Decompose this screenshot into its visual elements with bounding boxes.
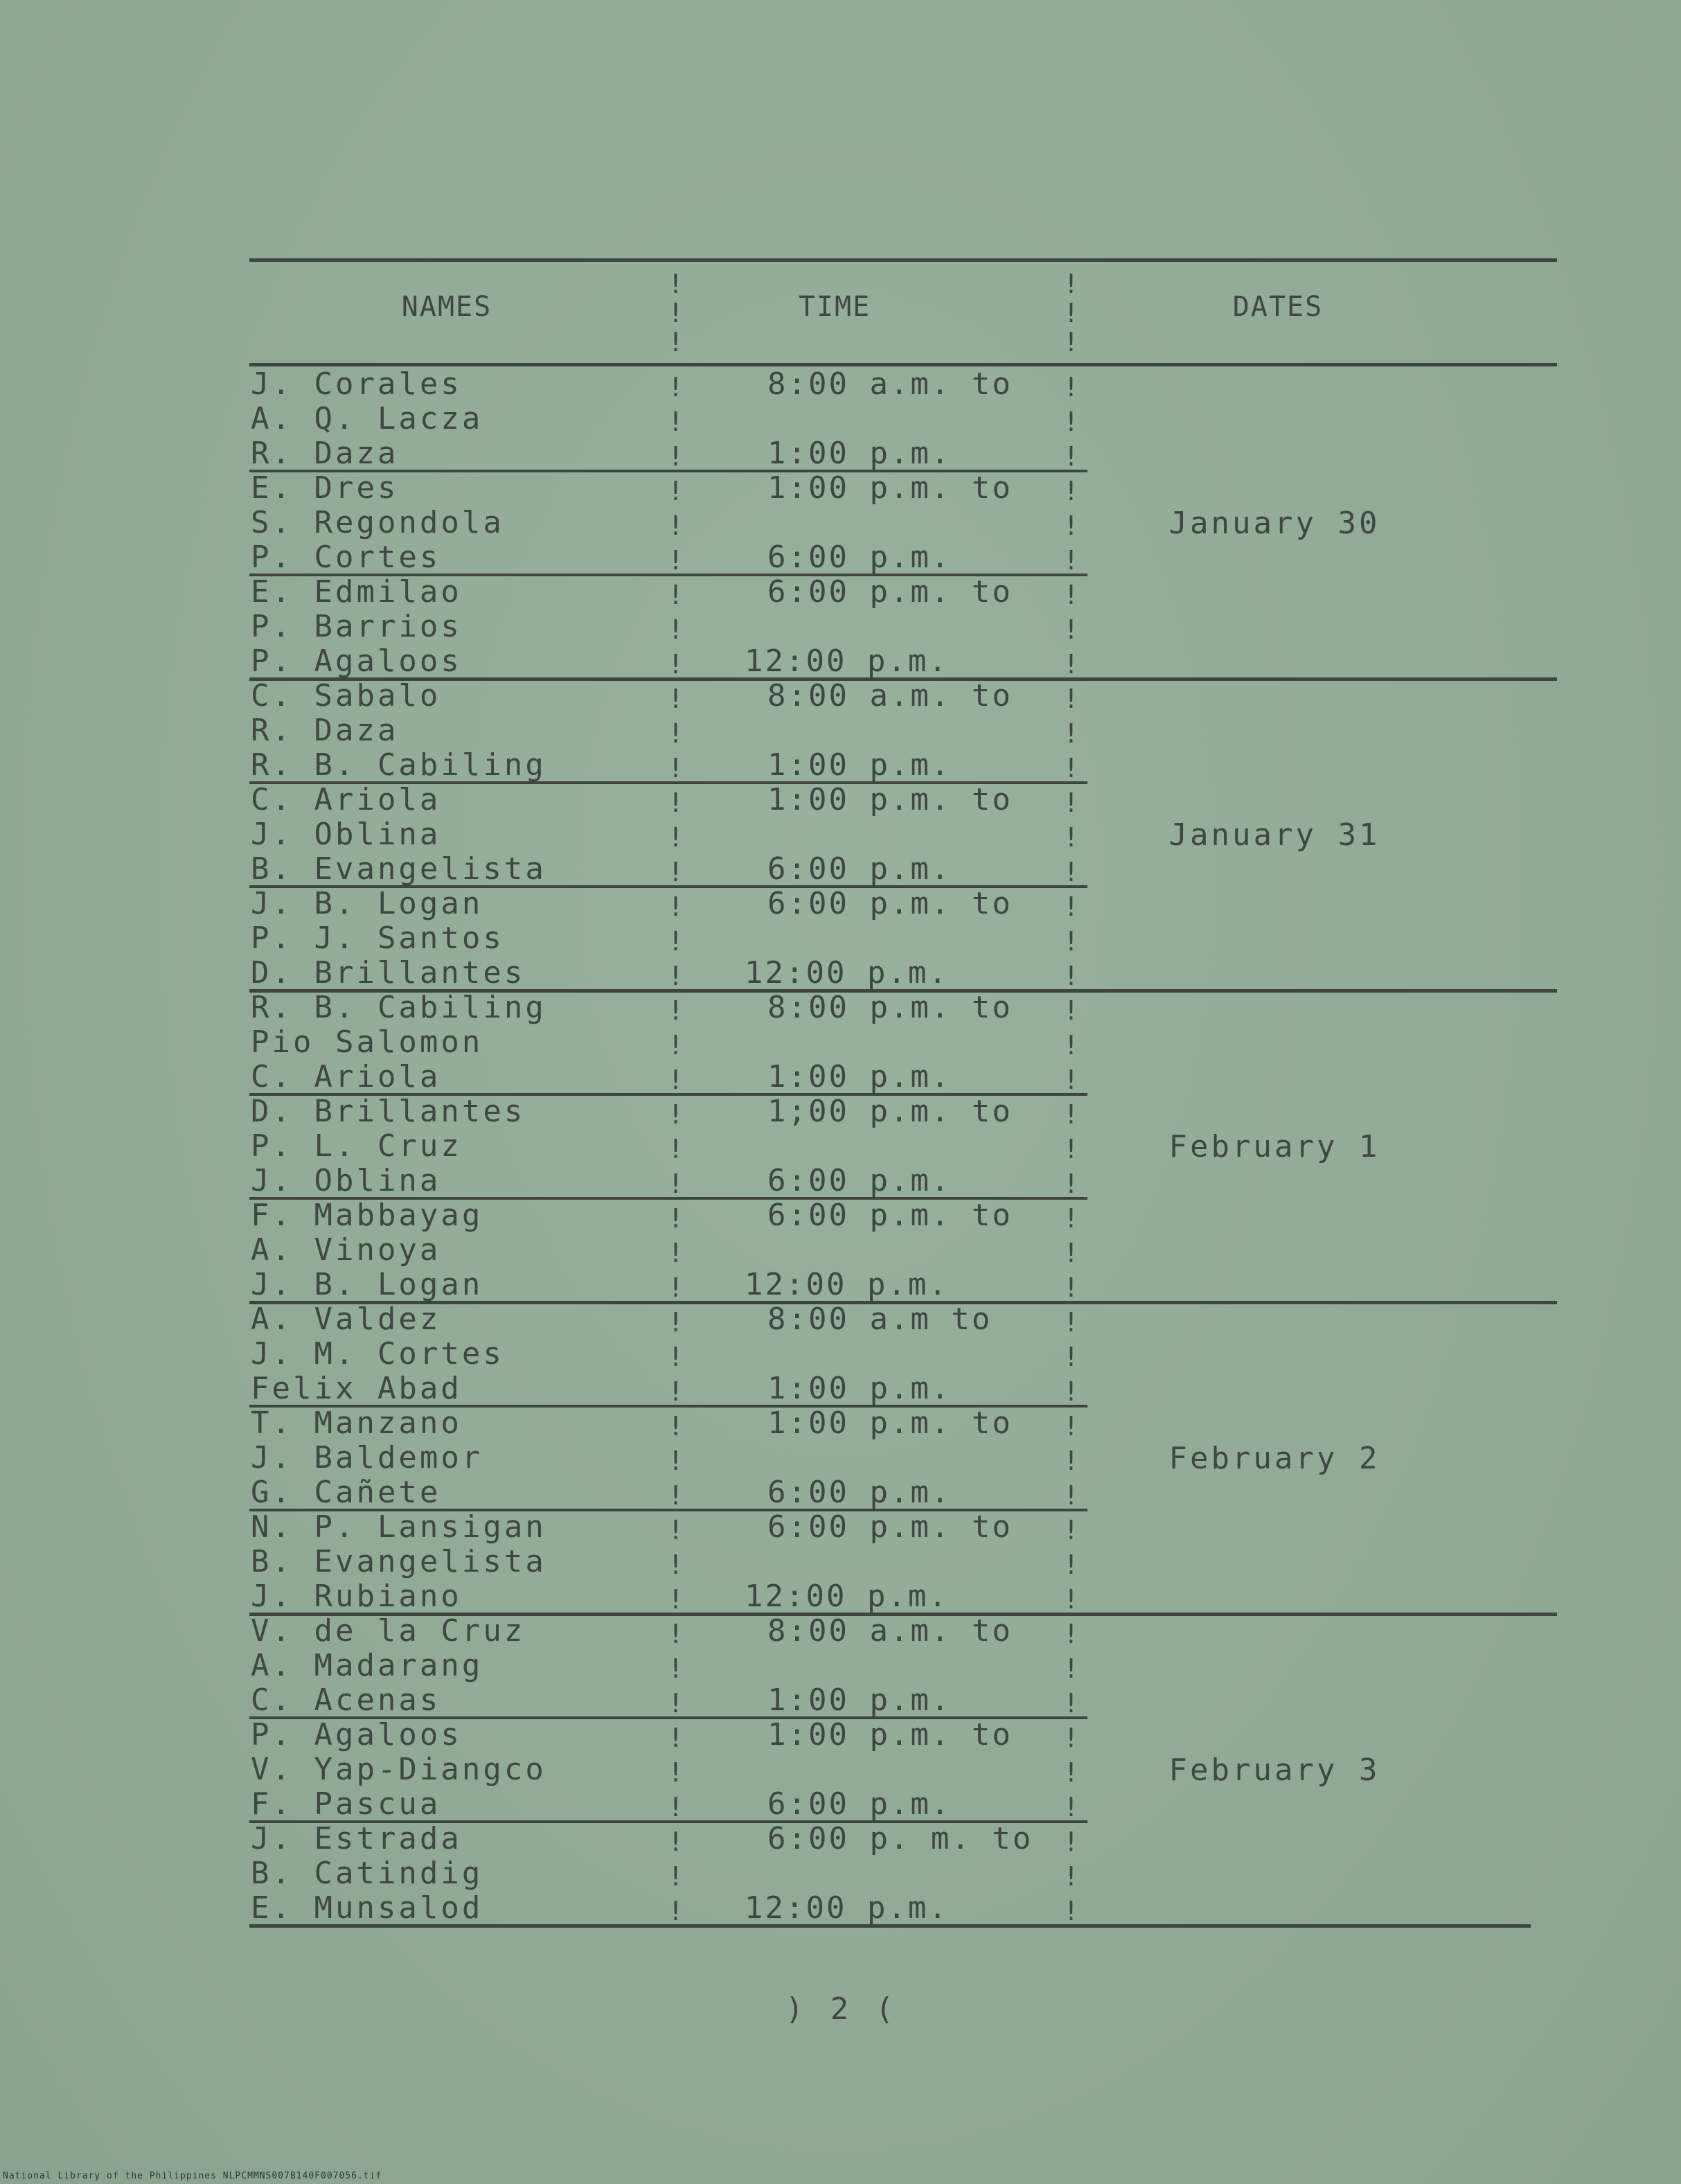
- column-separator: !: [1063, 441, 1079, 472]
- column-separator: !: [1063, 891, 1079, 922]
- shift-start-time: 1:00 p.m. to: [767, 470, 1013, 506]
- column-separator: !: [1063, 1584, 1079, 1615]
- name-entry: C. Acenas: [251, 1683, 441, 1718]
- name-entry: P. L. Cruz: [251, 1128, 462, 1164]
- column-separator: !: [1063, 857, 1079, 887]
- column-separator: !: [1063, 1307, 1079, 1338]
- name-entry: E. Dres: [251, 470, 399, 506]
- column-separator: !: [668, 1792, 684, 1822]
- column-separator: !: [668, 1342, 684, 1372]
- name-entry: R. Daza: [251, 713, 399, 748]
- column-separator: !: [668, 1411, 684, 1441]
- header-dates: DATES: [1232, 291, 1324, 323]
- name-entry: D. Brillantes: [251, 1094, 526, 1129]
- column-separator: !: [668, 1723, 684, 1753]
- column-separator: !: [668, 580, 684, 610]
- name-entry: N. P. Lansigan: [251, 1509, 546, 1545]
- column-separator: !: [1063, 1169, 1079, 1199]
- group-divider: [249, 1924, 1531, 1928]
- name-entry: T. Manzano: [251, 1405, 462, 1441]
- name-entry: J. Corales: [251, 366, 462, 402]
- name-entry: P. J. Santos: [251, 921, 504, 956]
- column-separator: !: [668, 1065, 684, 1095]
- column-separator: !: [1063, 718, 1079, 749]
- shift-start-time: 1:00 p.m. to: [767, 1717, 1013, 1752]
- column-separator: !: [1063, 1688, 1079, 1719]
- column-separator: !: [668, 614, 684, 645]
- column-separator: !: [668, 1134, 684, 1164]
- shift-end-time: 6:00 p.m.: [767, 1786, 952, 1822]
- column-separator: !: [668, 441, 684, 472]
- name-entry: R. B. Cabiling: [251, 747, 546, 783]
- column-separator: !: [1063, 1653, 1079, 1684]
- column-separator: !: [668, 269, 684, 299]
- column-separator: !: [1063, 684, 1079, 714]
- column-separator: !: [668, 718, 684, 749]
- name-entry: C. Sabalo: [251, 678, 441, 713]
- column-separator: !: [668, 511, 684, 541]
- column-separator: !: [668, 1515, 684, 1545]
- column-separator: !: [1063, 327, 1079, 357]
- shift-end-time: 12:00 p.m.: [745, 1267, 949, 1302]
- name-entry: B. Catindig: [251, 1856, 483, 1891]
- column-separator: !: [1063, 822, 1079, 853]
- shift-start-time: 6:00 p.m. to: [767, 1509, 1013, 1545]
- name-entry: C. Ariola: [251, 1059, 441, 1094]
- column-separator: !: [1063, 1411, 1079, 1441]
- column-separator: !: [668, 684, 684, 714]
- column-separator: !: [668, 1307, 684, 1338]
- name-entry: J. Estrada: [251, 1821, 462, 1856]
- shift-start-time: 8:00 a.m. to: [767, 366, 1013, 402]
- column-separator: !: [1063, 545, 1079, 576]
- name-entry: F. Pascua: [251, 1786, 441, 1822]
- shift-start-time: 6:00 p. m. to: [767, 1821, 1033, 1856]
- shift-start-time: 8:00 a.m. to: [767, 678, 1013, 713]
- column-separator: !: [1063, 1515, 1079, 1545]
- date-label: February 3: [1168, 1752, 1380, 1788]
- name-entry: C. Ariola: [251, 782, 441, 817]
- table-top-rule: [249, 258, 1557, 262]
- shift-end-time: 6:00 p.m.: [767, 851, 952, 887]
- name-entry: A. Q. Lacza: [251, 401, 483, 436]
- column-separator: !: [1063, 1446, 1079, 1476]
- column-separator: !: [1063, 476, 1079, 506]
- name-entry: R. B. Cabiling: [251, 990, 546, 1025]
- shift-start-time: 8:00 a.m. to: [767, 1613, 1013, 1649]
- name-entry: A. Madarang: [251, 1648, 483, 1683]
- column-separator: !: [1063, 1099, 1079, 1130]
- column-separator: !: [668, 1619, 684, 1649]
- name-entry: P. Agaloos: [251, 1717, 462, 1752]
- column-separator: !: [668, 1584, 684, 1615]
- name-entry: J. Rubiano: [251, 1579, 462, 1614]
- column-separator: !: [668, 1099, 684, 1130]
- page-number: ) 2 (: [785, 1991, 898, 2027]
- column-separator: !: [668, 407, 684, 437]
- shift-start-time: 1:00 p.m. to: [767, 782, 1013, 817]
- column-separator: !: [1063, 269, 1079, 299]
- header-time: TIME: [798, 291, 871, 323]
- name-entry: P. Agaloos: [251, 643, 462, 679]
- name-entry: P. Cortes: [251, 540, 441, 575]
- shift-start-time: 1;00 p.m. to: [767, 1094, 1013, 1129]
- column-separator: !: [1063, 511, 1079, 541]
- shift-start-time: 6:00 p.m. to: [767, 1198, 1013, 1233]
- column-separator: !: [1063, 1376, 1079, 1407]
- column-separator: !: [1063, 995, 1079, 1026]
- name-entry: V. Yap-Diangco: [251, 1752, 546, 1787]
- shift-end-time: 1:00 p.m.: [767, 1059, 952, 1094]
- column-separator: !: [668, 1757, 684, 1788]
- column-separator: !: [1063, 1134, 1079, 1164]
- column-separator: !: [668, 1169, 684, 1199]
- column-separator: !: [668, 788, 684, 818]
- name-entry: B. Evangelista: [251, 851, 546, 887]
- column-separator: !: [1063, 580, 1079, 610]
- column-separator: !: [1063, 961, 1079, 991]
- column-separator: !: [1063, 649, 1079, 680]
- column-separator: !: [668, 1238, 684, 1268]
- column-separator: !: [1063, 1065, 1079, 1095]
- name-entry: Felix Abad: [251, 1371, 462, 1406]
- column-separator: !: [668, 1446, 684, 1476]
- header-names: NAMES: [401, 291, 492, 323]
- name-entry: B. Evangelista: [251, 1544, 546, 1579]
- name-entry: F. Mabbayag: [251, 1198, 483, 1233]
- date-label: January 30: [1168, 506, 1380, 541]
- column-separator: !: [1063, 1203, 1079, 1234]
- column-separator: !: [668, 1827, 684, 1857]
- column-separator: !: [668, 1688, 684, 1719]
- column-separator: !: [668, 1203, 684, 1234]
- name-entry: Pio Salomon: [251, 1024, 483, 1060]
- date-label: January 31: [1168, 817, 1380, 853]
- name-entry: J. B. Logan: [251, 886, 483, 921]
- shift-start-time: 6:00 p.m. to: [767, 574, 1013, 610]
- name-entry: J. Oblina: [251, 1163, 441, 1198]
- shift-start-time: 1:00 p.m. to: [767, 1405, 1013, 1441]
- column-separator: !: [1063, 1861, 1079, 1892]
- shift-end-time: 1:00 p.m.: [767, 747, 952, 783]
- shift-end-time: 1:00 p.m.: [767, 1683, 952, 1718]
- column-separator: !: [668, 961, 684, 991]
- column-separator: !: [668, 926, 684, 957]
- name-entry: J. M. Cortes: [251, 1336, 504, 1371]
- column-separator: !: [1063, 1757, 1079, 1788]
- shift-end-time: 6:00 p.m.: [767, 540, 952, 575]
- column-separator: !: [668, 298, 684, 328]
- name-entry: E. Edmilao: [251, 574, 462, 610]
- column-separator: !: [668, 995, 684, 1026]
- column-separator: !: [1063, 1272, 1079, 1303]
- column-separator: !: [1063, 1342, 1079, 1372]
- shift-end-time: 12:00 p.m.: [745, 955, 949, 991]
- column-separator: !: [668, 753, 684, 783]
- column-separator: !: [668, 857, 684, 887]
- column-separator: !: [1063, 1792, 1079, 1822]
- column-separator: !: [1063, 1238, 1079, 1268]
- column-separator: !: [668, 1653, 684, 1684]
- name-entry: J. Baldemor: [251, 1440, 483, 1475]
- column-separator: !: [668, 1480, 684, 1511]
- name-entry: A. Valdez: [251, 1302, 441, 1337]
- shift-end-time: 12:00 p.m.: [745, 643, 949, 679]
- shift-end-time: 12:00 p.m.: [745, 1579, 949, 1614]
- shift-start-time: 6:00 p.m. to: [767, 886, 1013, 921]
- column-separator: !: [668, 1896, 684, 1926]
- name-entry: S. Regondola: [251, 505, 504, 540]
- name-entry: J. Oblina: [251, 817, 441, 852]
- name-entry: G. Cañete: [251, 1475, 441, 1510]
- column-separator: !: [1063, 1827, 1079, 1857]
- name-entry: D. Brillantes: [251, 955, 526, 991]
- column-separator: !: [668, 545, 684, 576]
- shift-start-time: 8:00 p.m. to: [767, 990, 1013, 1025]
- date-label: February 1: [1168, 1129, 1380, 1164]
- column-separator: !: [668, 1272, 684, 1303]
- shift-end-time: 6:00 p.m.: [767, 1475, 952, 1510]
- column-separator: !: [668, 476, 684, 506]
- name-entry: P. Barrios: [251, 609, 462, 644]
- column-separator: !: [668, 649, 684, 680]
- column-separator: !: [1063, 298, 1079, 328]
- name-entry: R. Daza: [251, 436, 399, 471]
- column-separator: !: [1063, 926, 1079, 957]
- column-separator: !: [1063, 1723, 1079, 1753]
- column-separator: !: [668, 1030, 684, 1060]
- shift-end-time: 12:00 p.m.: [745, 1890, 949, 1926]
- column-separator: !: [668, 1376, 684, 1407]
- column-separator: !: [668, 327, 684, 357]
- column-separator: !: [668, 372, 684, 402]
- column-separator: !: [668, 1861, 684, 1892]
- column-separator: !: [1063, 614, 1079, 645]
- name-entry: A. Vinoya: [251, 1232, 441, 1268]
- shift-start-time: 8:00 a.m to: [767, 1302, 993, 1337]
- column-separator: !: [1063, 1550, 1079, 1580]
- shift-end-time: 1:00 p.m.: [767, 436, 952, 471]
- archive-footer: National Library of the Philippines NLPCMMNS007B140F007056.tif: [3, 2171, 382, 2181]
- column-separator: !: [1063, 1480, 1079, 1511]
- column-separator: !: [1063, 753, 1079, 783]
- shift-end-time: 1:00 p.m.: [767, 1371, 952, 1406]
- name-entry: E. Munsalod: [251, 1890, 483, 1926]
- date-label: February 2: [1168, 1441, 1380, 1476]
- column-separator: !: [1063, 372, 1079, 402]
- shift-end-time: 6:00 p.m.: [767, 1163, 952, 1198]
- name-entry: V. de la Cruz: [251, 1613, 526, 1649]
- column-separator: !: [668, 822, 684, 853]
- column-separator: !: [1063, 1030, 1079, 1060]
- column-separator: !: [1063, 788, 1079, 818]
- column-separator: !: [1063, 1896, 1079, 1926]
- name-entry: J. B. Logan: [251, 1267, 483, 1302]
- column-separator: !: [1063, 1619, 1079, 1649]
- column-separator: !: [668, 891, 684, 922]
- column-separator: !: [668, 1550, 684, 1580]
- column-separator: !: [1063, 407, 1079, 437]
